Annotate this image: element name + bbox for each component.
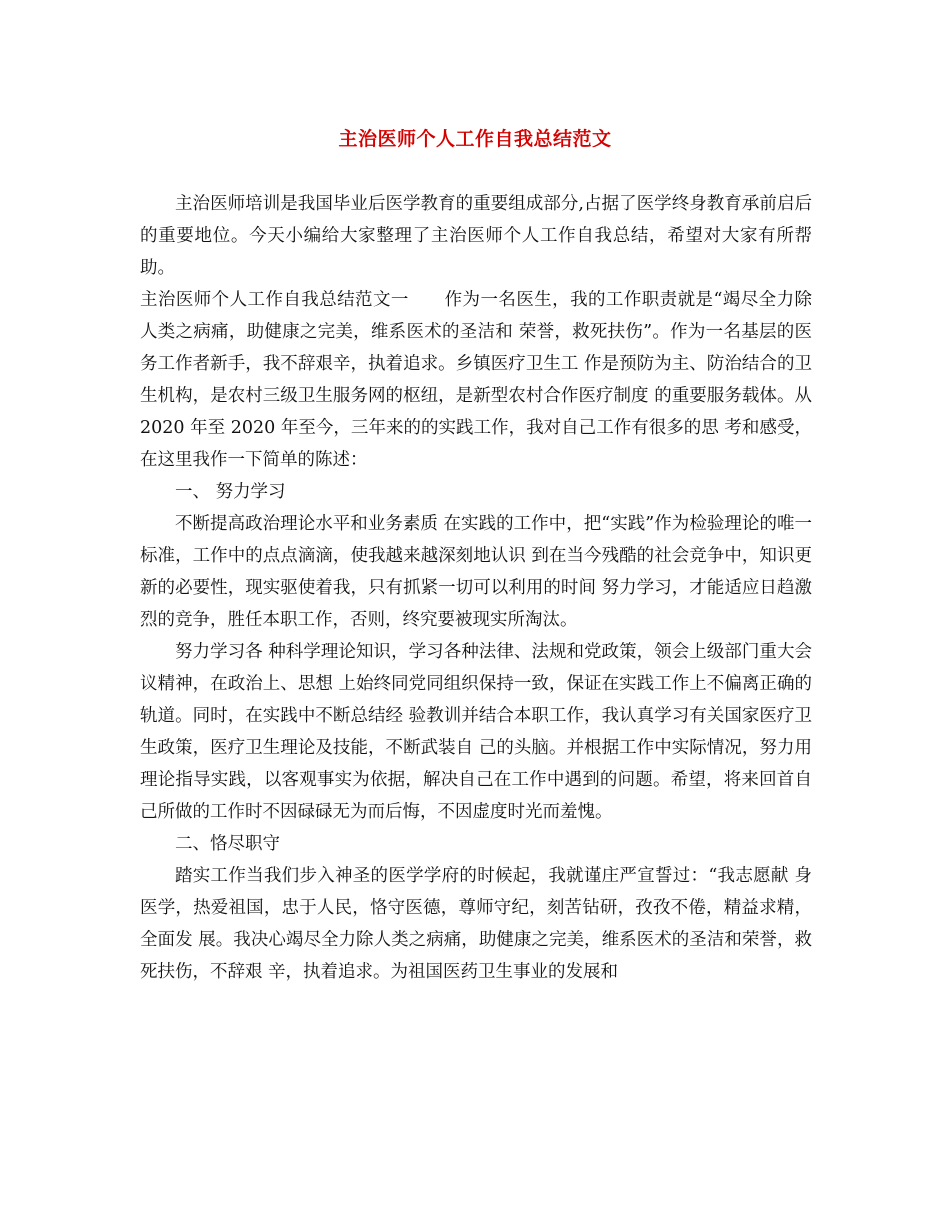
- document-title: 主治医师个人工作自我总结范文: [338, 128, 612, 150]
- section-heading-study: 一、 努力学习: [175, 482, 286, 502]
- paragraph-duty-1: 踏实工作当我们步入神圣的医学学府的时候起，我就谨庄严宣誓过：“我志愿献 身医学，热爱祖国，忠于人民，恪守医德，尊师守纪，刻苦钻研，孜孜不倦，精益求精，全面发 展。我决心竭尽全力除人类之病痛，助健康之完美，维系医术的圣洁和荣誉，救死扶伤，不辞艰 辛，执着追求。为祖国医药卫生事业的发展和: [140, 866, 812, 982]
- paragraph-intro: 主治医师培训是我国毕业后医学教育的重要组成部分,占据了医学终身教育承前启后的重要地位。今天小编给大家整理了主治医师个人工作自我总结，希望对大家有所帮助。: [140, 194, 812, 278]
- document-body: [140, 188, 812, 988]
- section-heading-duty: 二、恪尽职守: [175, 834, 280, 854]
- paragraph-study-1: 不断提高政治理论水平和业务素质 在实践的工作中，把“实践”作为检验理论的唯一标准，工作中的点点滴滴，使我越来越深刻地认识 到在当今残酷的社会竞争中，知识更新的必要性，现实驱使着我，只有抓紧一切可以利用的时间 努力学习，才能适应日趋激烈的竞争，胜任本职工作，否则，终究要被现实所淘汰。: [140, 514, 813, 630]
- paragraph-sample-one: 主治医师个人工作自我总结范文一 作为一名医生，我的工作职责就是“竭尽全力除人类之病痛，助健康之完美，维系医术的圣洁和 荣誉，救死扶伤”。作为一名基层的医务工作者新手，我不辞艰辛，执着追求。乡镇医疗卫生工 作是预防为主、防治结合的卫生机构，是农村三级卫生服务网的枢纽，是新型农村合作医疗制度 的重要服务载体。从 2020 年至 2020 年至今，三年来的的实践工作，我对自己工作有很多的思 考和感受， 在这里我作一下简单的陈述：: [140, 290, 812, 470]
- paragraph-study-2: 努力学习各 种科学理论知识，学习各种法律、法规和党政策，领会上级部门重大会议精神，在政治上、思想 上始终同党同组织保持一致，保证在实践工作上不偏离正确的轨道。同时，在实践中不断总结经 验教训并结合本职工作，我认真学习有关国家医疗卫生政策，医疗卫生理论及技能，不断武装自 己的头脑。并根据工作中实际情况，努力用理论指导实践，以客观事实为依据，解决自己在工作中遇到的问题。希望，将来回首自己所做的工作时不因碌碌无为而后悔，不因虚度时光而羞愧。: [140, 642, 812, 822]
